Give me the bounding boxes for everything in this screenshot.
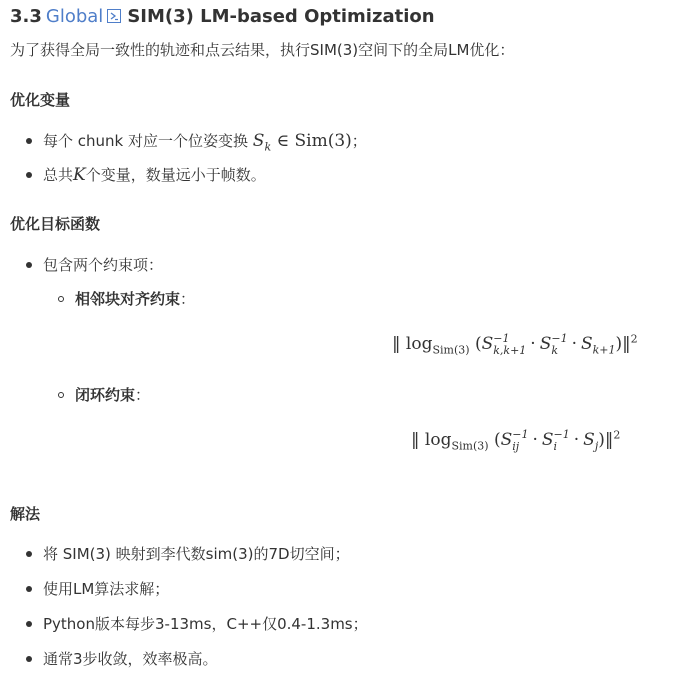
variables-heading: 优化变量 [10,91,71,109]
list-item: Python版本每步3-13ms，C++仅0.4-1.3ms； [43,615,368,633]
bullet-icon [26,656,32,662]
external-link-icon[interactable] [107,5,121,31]
sub-list-item-text: 闭环约束 [75,386,136,404]
list-item-suffix: ； [351,132,367,150]
list-item [43,163,266,187]
solution-heading: 解法 [10,505,41,523]
list-item: 使用LM算法求解； [43,580,170,598]
equation-loop-closure: ‖ $\log_{Sim(3)} (S$ −1 ij · S −1 i · $S_j)‖^2$ [411,427,621,453]
list-item-text: 每个 chunk 对应一个位姿变换 [43,132,248,150]
bullet-icon [26,586,32,592]
bullet-icon [26,172,32,178]
sub-list-colon: ： [180,290,196,308]
sub-bullet-icon [58,296,64,302]
bullet-icon [26,621,32,627]
list-item: 通常3步收敛，效率极高。 [43,650,218,668]
sub-list-item-text: 相邻块对齐约束 [75,290,181,308]
section-heading [10,4,435,30]
objective-heading: 优化目标函数 [10,215,101,233]
equation-adjacent: ‖ $\log_{Sim(3)} (S$ −1 k,k+1 · S −1 k · $S_{k+1})‖^2$ [392,331,638,357]
bullet-icon [26,262,32,268]
list-item-text: 总共 [43,166,74,184]
list-item: 将 SIM(3) 映射到李代数sim(3)的7D切空间； [43,545,350,563]
bullet-icon [26,551,32,557]
list-item [43,129,367,153]
intro-paragraph: 为了获得全局一致性的轨迹和点云结果，执行SIM(3)空间下的全局LM优化： [10,41,515,59]
list-item-suffix: 个变量，数量远小于帧数。 [85,166,266,184]
sub-list-colon: ： [135,386,151,404]
math-inline: K [73,165,86,185]
bullet-icon [26,138,32,144]
sub-bullet-icon [58,392,64,398]
list-item: 包含两个约束项： [43,256,164,274]
sub-list-item [75,287,195,311]
sub-list-item [75,383,150,407]
global-link[interactable]: Global [45,6,104,27]
math-inline: $S_k$ ∈ Sim(3) [252,131,352,154]
section-number: 3.3 [10,6,42,27]
section-title: SIM(3) LM-based Optimization [127,6,435,27]
